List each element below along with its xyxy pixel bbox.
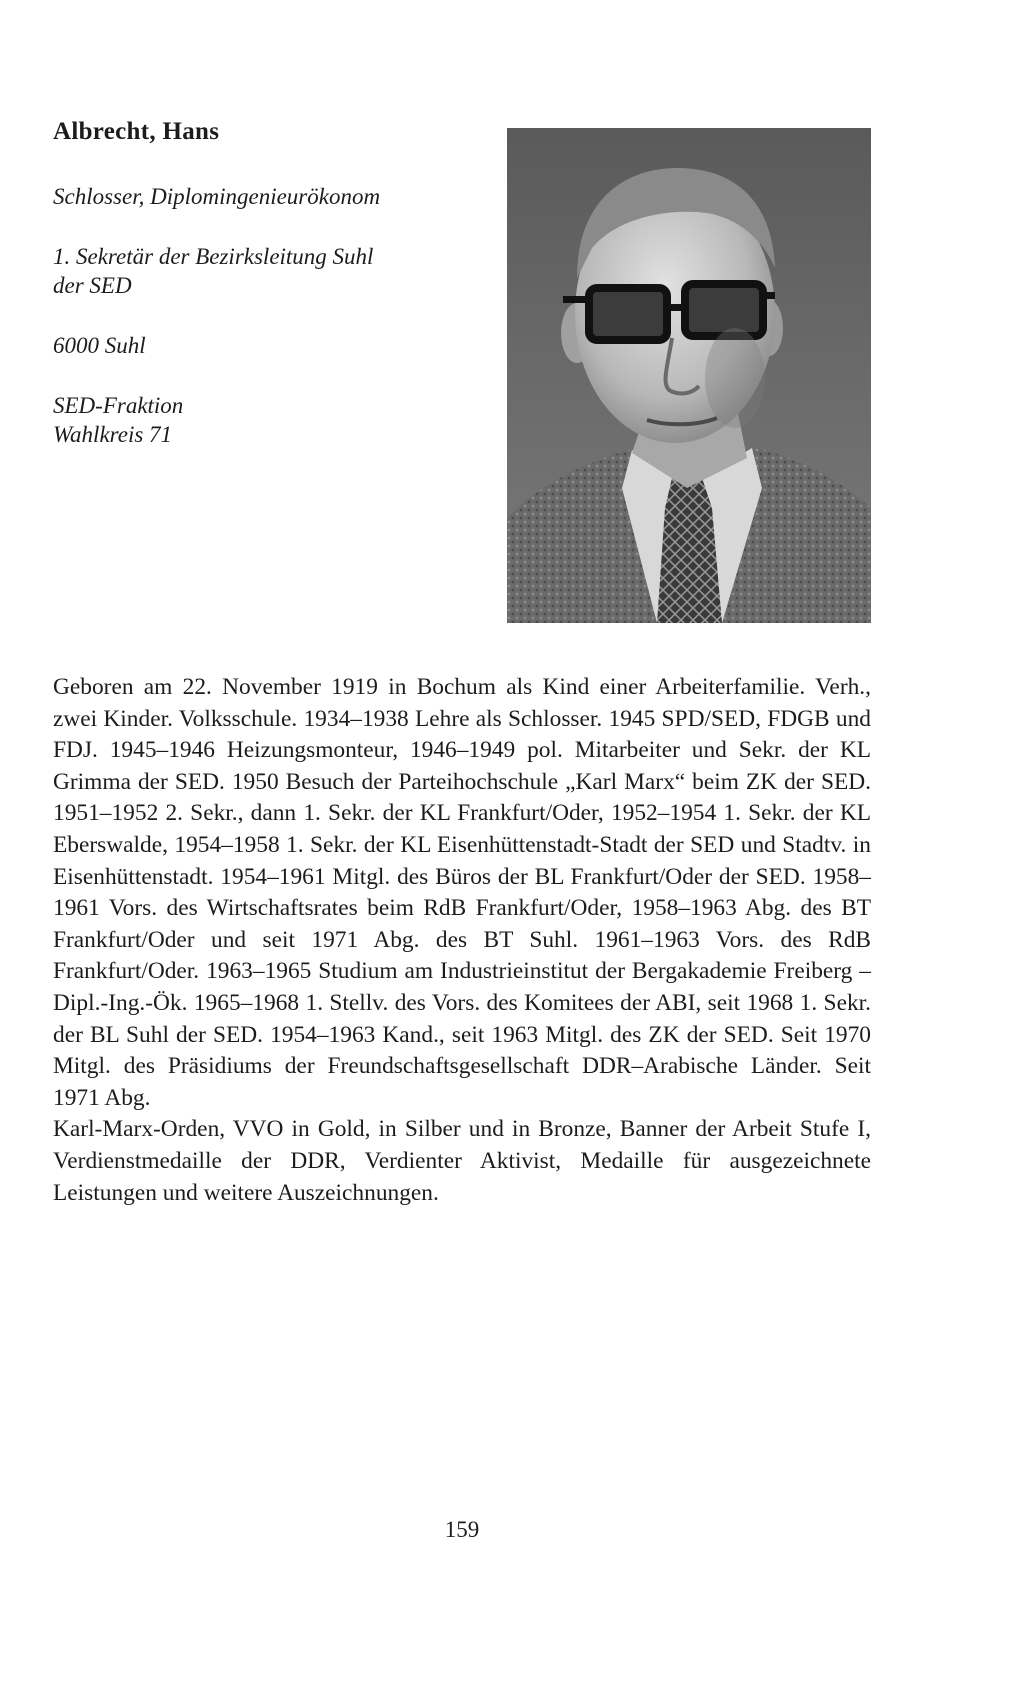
biography xyxy=(53,672,871,1209)
page-number: 159 xyxy=(444,1517,480,1542)
awards-paragraph: Karl-Marx-Orden, VVO in Gold, in Silber und in Bronze, Banner der Arbeit Stufe I, Verdienstmedaille der DDR, Verdienter Aktivist, Medaille für ausgezeichnete Leistungen und weitere Auszeichnungen. xyxy=(53,1116,871,1206)
person-address xyxy=(53,331,493,360)
faction-line: Wahlkreis 71 xyxy=(53,422,173,447)
portrait-photo xyxy=(507,128,871,623)
address-text: 6000 Suhl xyxy=(53,333,146,358)
person-profession xyxy=(53,182,493,211)
position-line: 1. Sekretär der Bezirksleitung Suhl xyxy=(53,244,374,269)
person-header xyxy=(53,118,493,480)
profession-text: Schlosser, Diplomingenieurökonom xyxy=(53,184,381,209)
position-line: der SED xyxy=(53,273,132,298)
portrait-illustration xyxy=(507,128,871,623)
biography-paragraph: Geboren am 22. November 1919 in Bochum als Kind einer Arbeiterfamilie. Verh., zwei Kinder. Volksschule. 1934–1938 Lehre als Schlosser. 1945 SPD/SED, FDGB und FDJ. 1945–1946 Heizungsmonteur, 1946–1949 pol. Mitarbeiter und Sekr. der KL Grimma der SED. 1950 Besuch der Parteihochschule „Karl Marx“ beim ZK der SED. 1951–1952 2. Sekr., dann 1. Sekr. der KL Frankfurt/Oder, 1952–1954 1. Sekr. der KL Eberswalde, 1954–1958 1. Sekr. der KL Eisenhüttenstadt-Stadt der SED und Stadtv. in Eisenhüttenstadt. 1954–1961 Mitgl. des Büros der BL Frankfurt/Oder der SED. 1958–1961 Vors. des Wirtschaftsrates beim RdB Frankfurt/Oder, 1958–1963 Abg. des BT Frankfurt/Oder und seit 1971 Abg. des BT Suhl. 1961–1963 Vors. des RdB Frankfurt/Oder. 1963–1965 Studium am Industrieinstitut der Bergakademie Freiberg – Dipl.-Ing.-Ök. 1965–1968 1. Stellv. des Vors. des Komitees der ABI, seit 1968 1. Sekr. der BL Suhl der SED. 1954–1963 Kand., seit 1963 Mitgl. des ZK der SED. Seit 1970 Mitgl. des Präsidiums der Freundschaftsgesellschaft DDR–Arabische Länder. Seit 1971 Abg. xyxy=(53,674,871,1111)
person-faction xyxy=(53,391,493,449)
person-name: Albrecht, Hans xyxy=(53,118,220,145)
faction-line: SED-Fraktion xyxy=(53,393,184,418)
person-position xyxy=(53,242,493,300)
